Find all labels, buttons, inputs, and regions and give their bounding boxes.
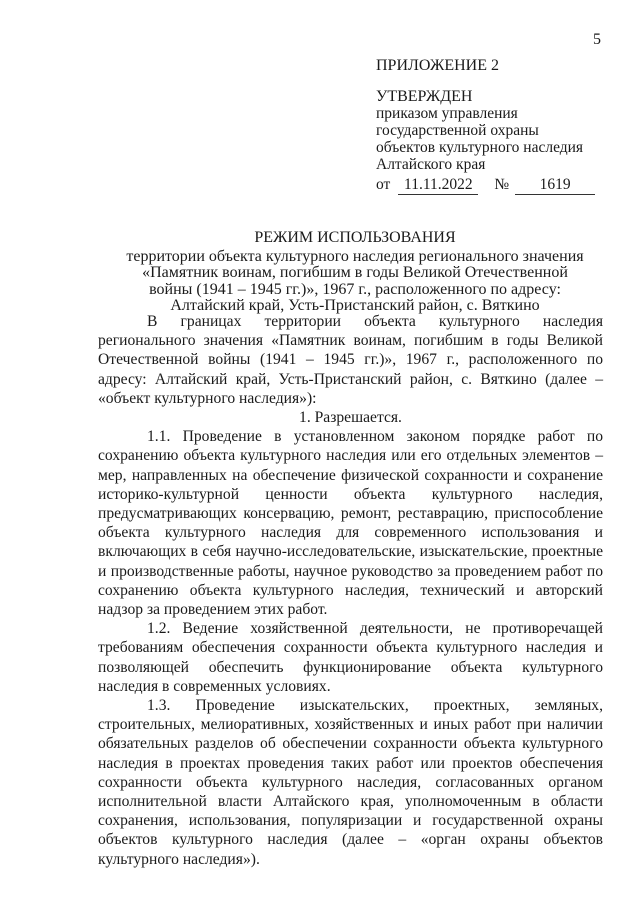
approval-line: приказом управления (376, 105, 518, 122)
title-line: Алтайский край, Усть-Пристанский район, с. Вяткино (170, 297, 540, 314)
order-date-number-line (376, 176, 626, 195)
approval-line: Алтайского края (376, 156, 486, 173)
section-heading: 1. Разрешается. (299, 409, 402, 427)
appendix-label: ПРИЛОЖЕНИЕ 2 (376, 57, 500, 74)
order-date: 11.11.2022 (398, 176, 478, 195)
document-title-block (90, 230, 620, 315)
from-label: от (376, 176, 391, 193)
approved-label: УТВЕРЖДЕН (376, 88, 473, 105)
page-number: 5 (593, 31, 601, 48)
title-line: территории объекта культурного наследия регионального значения (126, 247, 584, 265)
clause-paragraph: 1.3. Проведение изыскательских, проектных, земляных, строительных, мелиоративных, хозяйственных и иных работ при наличии обязательных разделов об обеспечении сохранности объекта культурного наследия в проектах проведения таких работ или проектов обеспечения сохранности объекта культурного наследия, согласованных органом исполнительной власти Алтайского края, уполномоченным в области сохранения, использования, популяризации и государственной охраны объектов культурного наследия (далее – «орган охраны объектов культурного наследия»). (98, 697, 603, 868)
title-line: «Памятник воинам, погибшим в годы Великой Отечественной (142, 264, 568, 281)
approval-line: объектов культурного наследия (376, 139, 584, 156)
clause-paragraph: 1.2. Ведение хозяйственной деятельности, не противоречащей требованиям обеспечения сохранности объекта культурного наследия и позволяющей обеспечить функционирование объекта культурного наследия в современных условиях. (98, 620, 603, 695)
number-sign: № (494, 176, 510, 193)
title-line: войны (1941 – 1945 гг.)», 1967 г., расположенного по адресу: (149, 280, 561, 298)
document-title: РЕЖИМ ИСПОЛЬЗОВАНИЯ (254, 229, 456, 246)
order-number: 1619 (515, 176, 595, 195)
approval-stamp-block (376, 57, 626, 195)
document-body (98, 312, 603, 869)
approval-line: государственной охраны (376, 122, 539, 139)
intro-paragraph: В границах территории объекта культурного наследия регионального значения «Памятник воинам, погибшим в годы Великой Отечественной войны (1941 – 1945 гг.)», 1967 г., расположенного по адресу: Алтайский край, Усть-Пристанский район, с. Вяткино (далее – «объект культурного наследия»): (98, 313, 603, 407)
clause-paragraph: 1.1. Проведение в установленном законом порядке работ по сохранению объекта культурного наследия или его отдельных элементов – мер, направленных на обеспечение физической сохранности и сохранение историко-культурной ценности объекта культурного наследия, предусматривающих консервацию, ремонт, реставрацию, приспособление объекта культурного наследия для современного использования и включающих в себя научно-исследовательские, изыскательские, проектные и производственные работы, научное руководство за проведением работ по сохранению объекта культурного наследия, технический и авторский надзор за проведением этих работ. (98, 428, 603, 619)
